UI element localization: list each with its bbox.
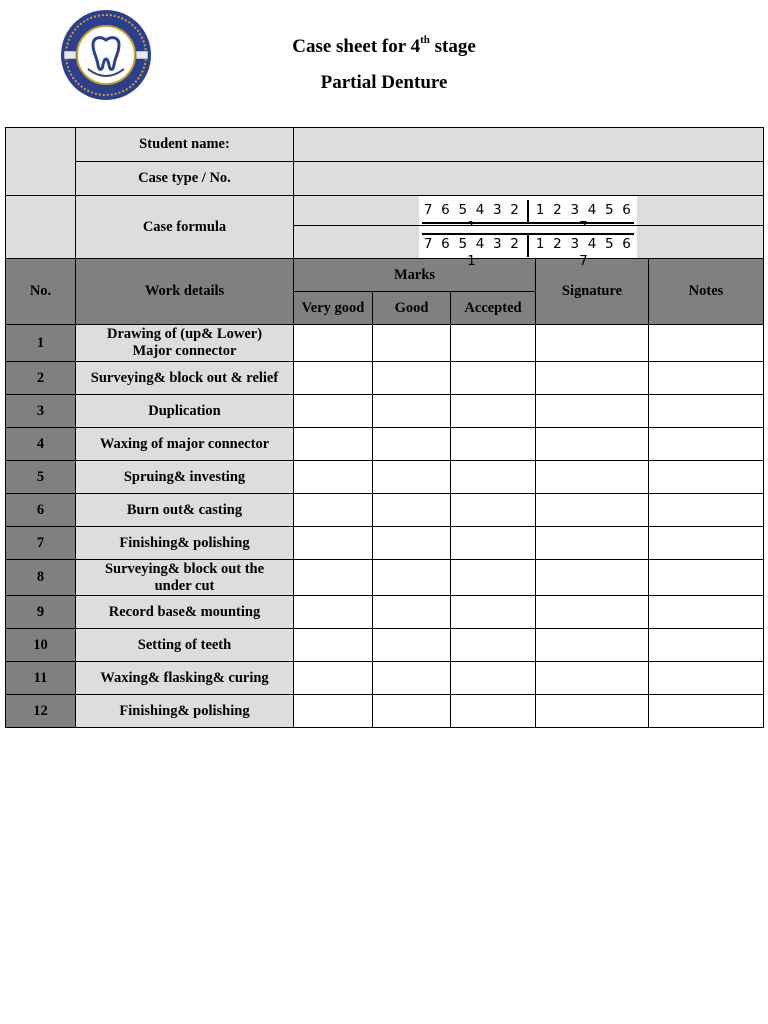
- notes-cell[interactable]: [649, 527, 764, 560]
- notes-cell[interactable]: [649, 325, 764, 362]
- table-row: [6, 325, 764, 362]
- work-detail-line1: Waxing of major connector: [99, 435, 270, 452]
- work-detail-line1: Waxing& flasking& curing: [100, 669, 269, 686]
- accepted-cell[interactable]: [451, 461, 536, 494]
- notes-cell[interactable]: [649, 494, 764, 527]
- formula-divider: [527, 200, 529, 223]
- very-good-cell[interactable]: [294, 662, 373, 695]
- notes-cell[interactable]: [649, 695, 764, 728]
- col-header-work-details: Work details: [76, 259, 294, 325]
- table-row: [6, 494, 764, 527]
- notes-cell[interactable]: [649, 662, 764, 695]
- info-corner-cell: [6, 128, 76, 196]
- very-good-cell[interactable]: [294, 629, 373, 662]
- student-name-label: Student name:: [76, 128, 294, 162]
- accepted-cell[interactable]: [451, 428, 536, 461]
- row-number: 3: [6, 395, 76, 428]
- notes-cell[interactable]: [649, 596, 764, 629]
- signature-cell[interactable]: [536, 695, 649, 728]
- upper-left-teeth: 1 2 3 4 5 6: [535, 202, 634, 218]
- work-rows: [6, 325, 764, 728]
- signature-cell[interactable]: [536, 428, 649, 461]
- accepted-cell[interactable]: [451, 362, 536, 395]
- signature-cell[interactable]: [536, 461, 649, 494]
- work-detail: [76, 527, 294, 560]
- work-detail-line1: Burn out& casting: [126, 501, 243, 518]
- col-header-marks: Marks: [294, 259, 536, 292]
- formula-divider: [527, 234, 529, 257]
- accepted-cell[interactable]: [451, 325, 536, 362]
- page-subtitle: Partial Denture: [320, 72, 448, 93]
- work-detail: [76, 461, 294, 494]
- row-number: 12: [6, 695, 76, 728]
- formula-lower-field[interactable]: [294, 226, 764, 269]
- good-cell[interactable]: [373, 527, 451, 560]
- upper-dental-formula: [419, 196, 637, 225]
- very-good-cell[interactable]: [294, 461, 373, 494]
- work-detail-line2: under cut: [154, 577, 215, 594]
- work-detail-line2: Major connector: [132, 343, 237, 359]
- very-good-cell[interactable]: [294, 527, 373, 560]
- table-row: [6, 560, 764, 596]
- good-cell[interactable]: [373, 395, 451, 428]
- row-number: 8: [6, 560, 76, 596]
- table-row: [6, 695, 764, 728]
- very-good-cell[interactable]: [294, 362, 373, 395]
- very-good-cell[interactable]: [294, 395, 373, 428]
- col-header-very-good: Very good: [294, 292, 373, 325]
- row-number: 6: [6, 494, 76, 527]
- work-detail-line1: Finishing& polishing: [119, 534, 250, 551]
- work-detail: [76, 428, 294, 461]
- good-cell[interactable]: [373, 560, 451, 596]
- work-detail-line1: Duplication: [148, 402, 221, 419]
- col-header-notes: Notes: [649, 259, 764, 325]
- signature-cell[interactable]: [536, 325, 649, 362]
- case-type-label: Case type / No.: [76, 162, 294, 196]
- accepted-cell[interactable]: [451, 629, 536, 662]
- row-number: 10: [6, 629, 76, 662]
- signature-cell[interactable]: [536, 560, 649, 596]
- row-number: 5: [6, 461, 76, 494]
- signature-cell[interactable]: [536, 596, 649, 629]
- row-number: 7: [6, 527, 76, 560]
- good-cell[interactable]: [373, 596, 451, 629]
- signature-cell[interactable]: [536, 662, 649, 695]
- work-detail: [76, 596, 294, 629]
- work-detail-line1: Drawing of (up& Lower): [106, 326, 263, 342]
- work-detail: [76, 629, 294, 662]
- notes-cell[interactable]: [649, 560, 764, 596]
- work-detail: [76, 662, 294, 695]
- signature-cell[interactable]: [536, 629, 649, 662]
- row-number: 1: [6, 325, 76, 362]
- row-number: 4: [6, 428, 76, 461]
- good-cell[interactable]: [373, 428, 451, 461]
- accepted-cell[interactable]: [451, 494, 536, 527]
- good-cell[interactable]: [373, 629, 451, 662]
- lower-left-teeth: 1 2 3 4 5 6 7: [535, 236, 634, 269]
- very-good-cell[interactable]: [294, 596, 373, 629]
- case-formula-label: Case formula: [76, 196, 294, 259]
- notes-cell[interactable]: [649, 461, 764, 494]
- good-cell[interactable]: [373, 662, 451, 695]
- table-row: [6, 662, 764, 695]
- formula-base-line: [422, 222, 634, 224]
- notes-cell[interactable]: [649, 395, 764, 428]
- page-title: Case sheet for 4th stage: [292, 34, 476, 57]
- col-header-good: Good: [373, 292, 451, 325]
- signature-cell[interactable]: [536, 362, 649, 395]
- work-detail: [76, 560, 294, 596]
- accepted-cell[interactable]: [451, 527, 536, 560]
- table-row: [6, 629, 764, 662]
- accepted-cell[interactable]: [451, 695, 536, 728]
- row-number: 11: [6, 662, 76, 695]
- case-type-field[interactable]: [294, 162, 764, 196]
- notes-cell[interactable]: [649, 362, 764, 395]
- accepted-cell[interactable]: [451, 662, 536, 695]
- very-good-cell[interactable]: [294, 325, 373, 362]
- work-detail: [76, 325, 294, 362]
- work-detail-line1: Finishing& polishing: [119, 702, 250, 719]
- table-row: [6, 461, 764, 494]
- signature-cell[interactable]: [536, 527, 649, 560]
- very-good-cell[interactable]: [294, 428, 373, 461]
- formula-upper-field[interactable]: [294, 196, 764, 226]
- table-row: [6, 527, 764, 560]
- very-good-cell[interactable]: [294, 560, 373, 596]
- student-name-field[interactable]: [294, 128, 764, 162]
- work-detail-line1: Setting of teeth: [137, 636, 232, 653]
- work-detail: [76, 695, 294, 728]
- work-detail-line1: Record base& mounting: [108, 603, 261, 620]
- lower-right-teeth: 7 6 5 4 3 2 1: [423, 236, 522, 269]
- accepted-cell[interactable]: [451, 596, 536, 629]
- notes-cell[interactable]: [649, 629, 764, 662]
- very-good-cell[interactable]: [294, 494, 373, 527]
- table-row: [6, 428, 764, 461]
- good-cell[interactable]: [373, 494, 451, 527]
- work-detail-line1: Spruing& investing: [123, 468, 246, 485]
- upper-right-teeth: 7 6 5 4 3 2: [423, 202, 522, 218]
- table-row: [6, 596, 764, 629]
- notes-cell[interactable]: [649, 428, 764, 461]
- col-header-no: No.: [6, 259, 76, 325]
- col-header-signature: Signature: [536, 259, 649, 325]
- accepted-cell[interactable]: [451, 560, 536, 596]
- signature-cell[interactable]: [536, 494, 649, 527]
- work-detail-line1: Surveying& block out & relief: [90, 369, 279, 386]
- good-cell[interactable]: [373, 362, 451, 395]
- very-good-cell[interactable]: [294, 695, 373, 728]
- table-row: [6, 395, 764, 428]
- good-cell[interactable]: [373, 325, 451, 362]
- work-detail: [76, 494, 294, 527]
- good-cell[interactable]: [373, 461, 451, 494]
- accepted-cell[interactable]: [451, 395, 536, 428]
- col-header-accepted: Accepted: [451, 292, 536, 325]
- work-detail: [76, 362, 294, 395]
- case-sheet-table: [5, 127, 764, 728]
- good-cell[interactable]: [373, 695, 451, 728]
- work-detail: [76, 395, 294, 428]
- row-number: 9: [6, 596, 76, 629]
- lower-dental-formula: [419, 226, 637, 269]
- row-number: 2: [6, 362, 76, 395]
- signature-cell[interactable]: [536, 395, 649, 428]
- table-row: [6, 362, 764, 395]
- formula-corner-cell: [6, 196, 76, 259]
- work-detail-line1: Surveying& block out the: [104, 560, 265, 577]
